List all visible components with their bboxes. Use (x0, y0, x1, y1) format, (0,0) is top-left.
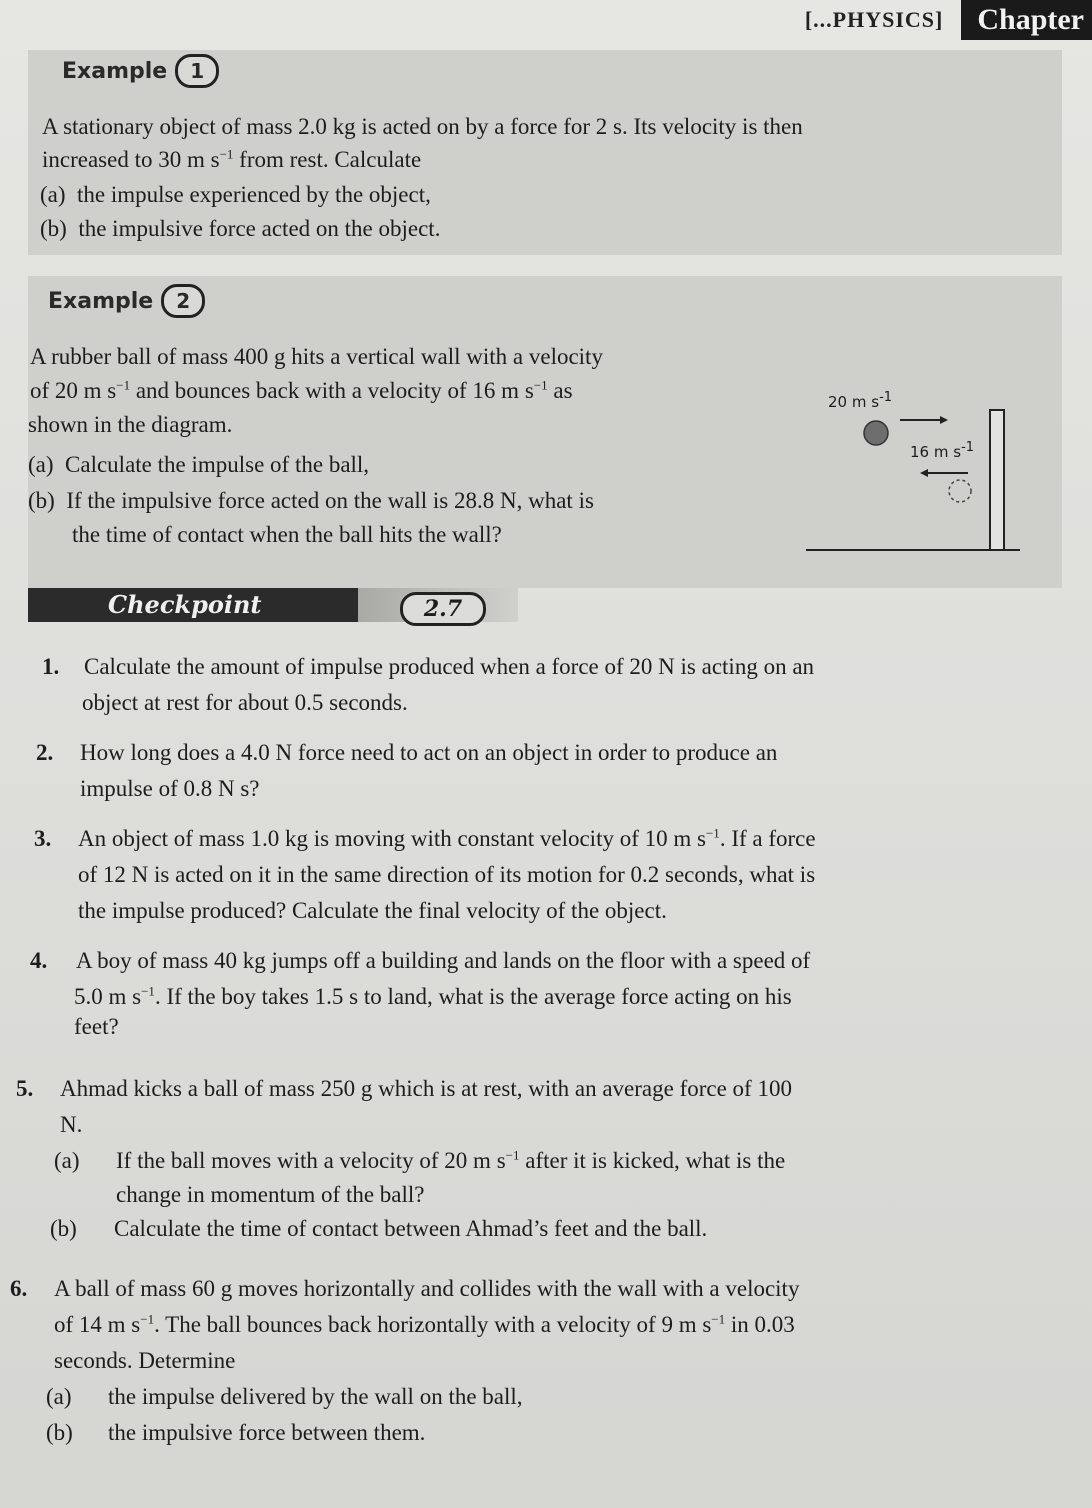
ball-incoming (864, 421, 888, 445)
chapter-tab: Chapter (961, 0, 1092, 40)
question-6-part-a: the impulse delivered by the wall on the ball, (108, 1384, 523, 1409)
example-1-heading (62, 54, 219, 88)
checkpoint-title: Checkpoint (28, 588, 358, 622)
outgoing-arrowhead (920, 469, 928, 477)
question-5-part-a-label: (a) (54, 1148, 80, 1173)
question-6-line-1: A ball of mass 60 g moves horizontally and collides with the wall with a velocity (54, 1276, 800, 1301)
running-subject: [...PHYSICS] (804, 7, 944, 32)
question-4-line-3: feet? (74, 1014, 119, 1039)
question-6-part-b: the impulsive force between them. (108, 1420, 426, 1445)
example-2-part-b-2: the time of contact when the ball hits the wall? (72, 522, 502, 547)
example-2-line-2: of 20 m $s^{-1}$ and bounces back with a velocity of 16 m $s^{-1}$ as (30, 377, 573, 403)
example-2-number: 2 (161, 284, 205, 318)
question-6-line-2: of 14 m $s^{-1}$. The ball bounces back horizontally with a velocity of 9 m $s^{-1}$ in 0.03 (54, 1311, 795, 1337)
running-header (805, 0, 1092, 40)
question-2-line-2: impulse of 0.8 N s? (80, 776, 260, 801)
question-2-line-1: How long does a 4.0 N force need to act on an object in order to produce an (80, 740, 778, 765)
example-1-label: Example (62, 58, 168, 84)
incoming-arrowhead (940, 416, 948, 424)
checkpoint-number: 2.7 (400, 592, 486, 626)
question-1-line-2: object at rest for about 0.5 seconds. (82, 690, 408, 715)
question-5-part-a-line-2: change in momentum of the ball? (116, 1182, 425, 1207)
question-4-line-2: 5.0 m $s^{-1}$. If the boy takes 1.5 s to land, what is the average force acting on his (74, 983, 792, 1009)
question-3-line-3: the impulse produced? Calculate the final velocity of the object. (78, 898, 667, 923)
outgoing-velocity-label: 16 m $s^{-1}$ (910, 440, 975, 461)
question-5-part-b: Calculate the time of contact between Ahmad’s feet and the ball. (114, 1216, 708, 1241)
example-1-line-1: A stationary object of mass 2.0 kg is acted on by a force for 2 s. Its velocity is then (42, 114, 803, 139)
example-2-heading (48, 284, 205, 318)
example-2-part-b-1: (b) If the impulsive force acted on the wall is 28.8 N, what is (28, 488, 594, 513)
example-2-part-a: (a) Calculate the impulse of the ball, (28, 452, 370, 477)
question-1-line-1: Calculate the amount of impulse produced when a force of 20 N is acting on an (84, 654, 815, 679)
example-1-line-2: increased to 30 m $s^{-1}$ from rest. Calculate (42, 146, 422, 172)
example-1-part-a: (a) the impulse experienced by the object, (40, 182, 431, 207)
question-6-line-3: seconds. Determine (54, 1348, 236, 1373)
ball-wall-diagram (800, 385, 1030, 560)
question-5-part-a-line-1: If the ball moves with a velocity of 20 m $s^{-1}$ after it is kicked, what is the (116, 1147, 786, 1173)
question-3-line-2: of 12 N is acted on it in the same direction of its motion for 0.2 seconds, what is (78, 862, 816, 887)
question-5-line-1: Ahmad kicks a ball of mass 250 g which is at rest, with an average force of 100 (60, 1076, 792, 1101)
example-2-line-1: A rubber ball of mass 400 g hits a vertical wall with a velocity (30, 344, 603, 369)
question-6-part-a-label: (a) (46, 1384, 72, 1409)
example-1-part-b: (b) the impulsive force acted on the object. (40, 216, 441, 241)
incoming-velocity-label: 20 m $s^{-1}$ (828, 390, 893, 411)
question-5-part-b-label: (b) (50, 1216, 77, 1241)
example-2-label: Example (48, 288, 154, 314)
example-2-line-3: shown in the diagram. (28, 412, 233, 437)
example-1-number: 1 (175, 54, 219, 88)
diagram-drawing (800, 385, 1030, 560)
wall (990, 410, 1004, 550)
ball-rebound (949, 480, 971, 502)
question-5-line-2: N. (60, 1112, 83, 1137)
question-3-line-1: An object of mass 1.0 kg is moving with constant velocity of 10 m $s^{-1}$. If a force (78, 825, 816, 851)
textbook-page: [...PHYSICS] Chapter Example 1 A stationary object of mass 2.0 kg is acted on by a force for 2 s. Its velocity is then increased to 30 m $s^{-1}$ from rest. Calculate (a) the impulse experienced by the object, (b) the impulsive force acted on the object. Example 2 A rubber ball of mass 400 g hits a vertical wall with a velocity of 20 m $s^{-1}$ and bounces back with a velocity of 16 m $s^{-1}$ as shown in the diagram. (a) Calculate the impulse of the ball, (b) If the impulsive force acted on the wall is 28.8 N, what is the time of contact when the ball hits the wall? 20 m $s^{-1}$ 16 m $s^{-1}$ Checkpoint 2.7 1. Calculate the amount of impulse produced when a force of 20 N is acting on an object at rest for about 0.5 seconds. 2. How long does a 4.0 N force need to act on an object in order to produce an impulse of 0.8 N s? 3. An object of mass 1.0 kg is moving with constant velocity of 10 m $s^{-1}$. If a force of 12 N is acted on it in the same direction of its motion for 0.2 seconds, what is the impulse produced? Calculate the final velocity of the object. 4. A boy of mass 40 kg jumps off a building and lands on the floor with a speed of 5.0 m $s^{-1}$. If the boy takes 1.5 s to land, what is the average force acting on his feet? 5. Ahmad kicks a ball of mass 250 g which is at rest, with an average force of 100 N. (a) If the ball moves with a velocity of 20 m $s^{-1}$ after it is kicked, what is the change in momentum of the ball? (b) Calculate the time of contact between Ahmad’s feet and the ball. 6. A ball of mass 60 g moves horizontally and collides with the wall with a velocity of 14 m $s^{-1}$. The ball bounces back horizontally with a velocity of 9 m $s^{-1}$ in 0.03 seconds. Determine (a) the impulse delivered by the wall on the ball, (b) the impulsive force between them. (0, 0, 1092, 1508)
question-4-line-1: A boy of mass 40 kg jumps off a building and lands on the floor with a speed of (76, 948, 811, 973)
question-6-part-b-label: (b) (46, 1420, 73, 1445)
